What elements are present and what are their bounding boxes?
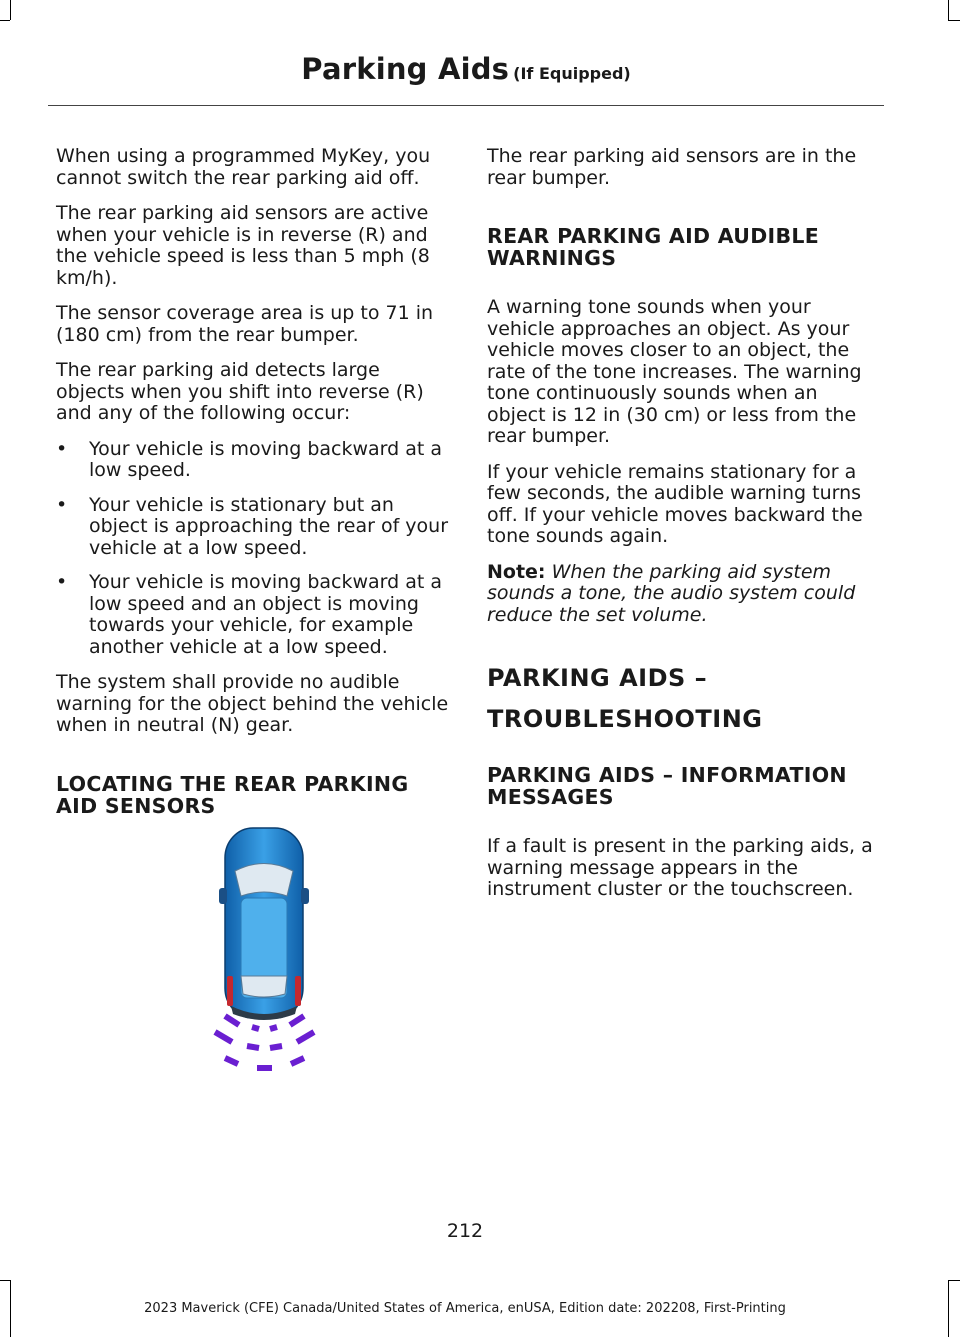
paragraph: A warning tone sounds when your vehicle approaches an object. As your vehicle moves closer to an object, the rate of the tone increases. The warning tone continuously sounds when an object is 12 in (30 cm) or less from the rear bumper. [487, 296, 862, 447]
note-text: When the parking aid system sounds a tone, the audio system could reduce the set volume. [487, 560, 856, 626]
paragraph: The system shall provide no audible warning for the object behind the vehicle when in neutral (N) gear. [56, 671, 449, 736]
list-item-text: Your vehicle is moving backward at a low speed. [89, 437, 443, 481]
chapter-heading-troubleshooting-line1: PARKING AIDS – [487, 664, 708, 692]
right-column [487, 146, 881, 915]
note-label: Note: [487, 560, 546, 583]
list-item [56, 439, 452, 482]
chapter-heading-troubleshooting-line2: TROUBLESHOOTING [487, 705, 763, 733]
crop-mark [948, 1280, 960, 1281]
bullet-icon: • [56, 571, 68, 593]
list-item-text: Your vehicle is stationary but an object is approaching the rear of your vehicle at a low speed. [89, 493, 449, 559]
crop-mark [10, 0, 11, 20]
crop-mark [0, 20, 10, 21]
page-footer: 2023 Maverick (CFE) Canada/United States of America, enUSA, Edition date: 202208, First-Printing [144, 1301, 786, 1316]
paragraph: When using a programmed MyKey, you cannot switch the rear parking aid off. [56, 145, 431, 189]
bullet-list [56, 439, 452, 659]
page-header [48, 52, 884, 86]
list-item [56, 495, 452, 560]
rear-sensor-arcs [215, 1016, 314, 1068]
car-icon [219, 828, 309, 1020]
page-number: 212 [446, 1220, 484, 1242]
section-heading-information-messages: PARKING AIDS – INFORMATION MESSAGES [487, 763, 847, 809]
list-item-text: Your vehicle is moving backward at a low speed and an object is moving towards your vehicle, for example another vehicle at a low speed. [89, 571, 443, 658]
header-rule [48, 105, 884, 106]
note [487, 562, 881, 627]
section-heading-locating: LOCATING THE REAR PARKING AID SENSORS [56, 771, 409, 818]
paragraph: The sensor coverage area is up to 71 in (180 cm) from the rear bumper. [56, 302, 434, 346]
paragraph: The rear parking aid sensors are in the rear bumper. [487, 145, 857, 189]
paragraph: If a fault is present in the parking aids, a warning message appears in the instrument cluster or the touchscreen. [487, 835, 873, 900]
list-item [56, 572, 452, 658]
paragraph: The rear parking aid detects large objects when you shift into reverse (R) and any of the following occur: [56, 359, 424, 424]
crop-mark [948, 0, 949, 20]
page-title: Parking Aids [301, 52, 510, 86]
crop-mark [948, 1280, 949, 1337]
section-heading-audible-warnings: REAR PARKING AID AUDIBLE WARNINGS [487, 224, 820, 270]
left-column [56, 146, 452, 845]
car-sensor-illustration [205, 826, 330, 1074]
paragraph: The rear parking aid sensors are active when your vehicle is in reverse (R) and the vehicle speed is less than 5 mph (8 km/h). [56, 202, 430, 289]
crop-mark [948, 20, 960, 21]
crop-mark [0, 1280, 10, 1281]
bullet-icon: • [56, 437, 68, 460]
bullet-icon: • [56, 493, 68, 516]
paragraph: If your vehicle remains stationary for a few seconds, the audible warning turns off. If your vehicle moves backward the tone sounds again. [487, 460, 863, 547]
page-title-suffix: (If Equipped) [513, 64, 631, 83]
